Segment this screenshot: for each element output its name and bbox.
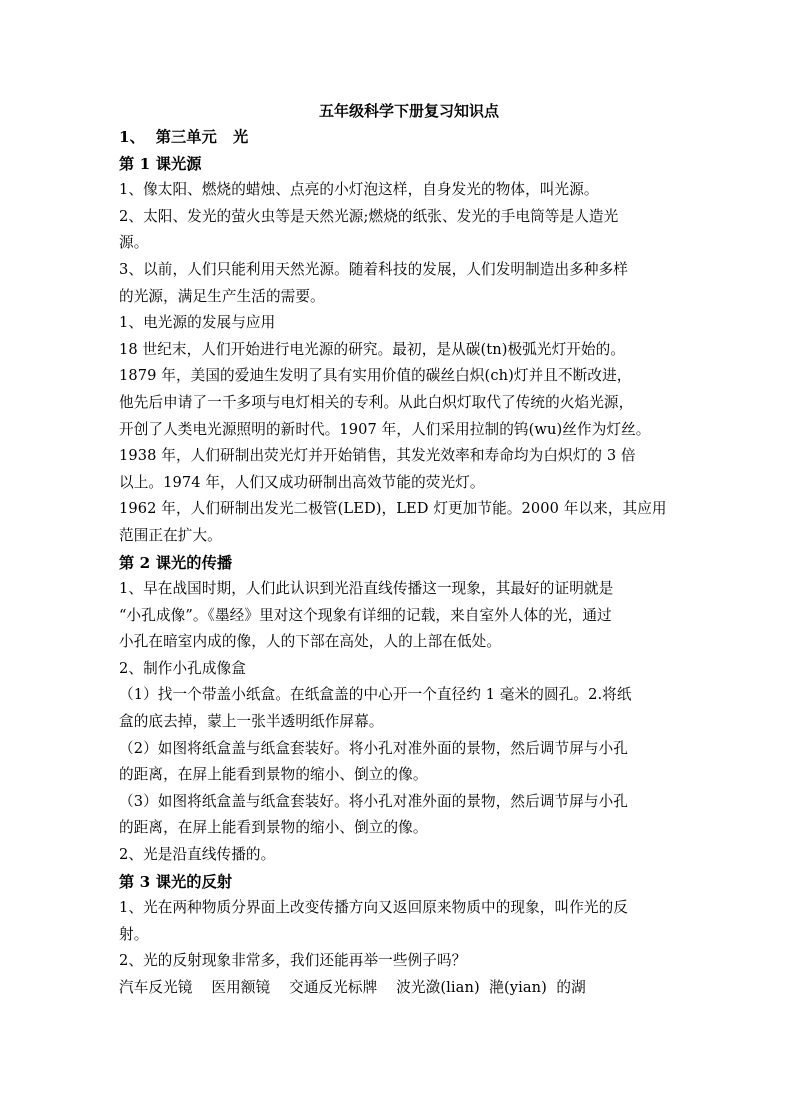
paragraph-line: 的光源，满足生产生活的需要。 [119,287,325,305]
paragraph-line: 开创了人类电光源照明的新时代。1907 年，人们采用拉制的钨(wu)丝作为灯丝。 [119,420,651,438]
paragraph-line: 18 世纪末，人们开始进行电光源的研究。最初，是从碳(tn)极弧光灯开始的。 [119,340,626,358]
paragraph-line: 1、光在两种物质分界面上改变传播方向又返回原来物质中的现象，叫作光的反 [119,899,628,917]
paragraph-line: 1、电光源的发展与应用 [119,314,276,332]
paragraph-line: 1938 年，人们研制出荧光灯并开始销售，其发光效率和寿命均为白炽灯的 3 倍 [119,447,636,465]
document-body [119,98,675,1002]
paragraph-line: 以上。1974 年，人们又成功研制出高效节能的荧光灯。 [119,473,485,491]
paragraph-line: 的距离，在屏上能看到景物的缩小、倒立的像。 [119,766,428,784]
unit-heading: 1、 第三单元 光 [119,128,249,146]
paragraph-line: 2、光是沿直线传播的。 [119,846,276,864]
lesson-2-heading: 第 2 课光的传播 [119,553,233,572]
paragraph-line: 的距离，在屏上能看到景物的缩小、倒立的像。 [119,819,428,837]
paragraph-line: 3、以前，人们只能利用天然光源。随着科技的发展，人们发明制造出多种多样 [119,260,628,278]
paragraph-line: 2、制作小孔成像盒 [119,659,246,677]
lesson-1-heading: 第 1 课光源 [119,154,202,173]
paragraph-line: 1、像太阳、燃烧的蜡烛、点亮的小灯泡这样，自身发光的物体，叫光源。 [119,181,599,199]
paragraph-line: 2、光的反射现象非常多，我们还能再举一些例子吗？ [119,952,467,970]
paragraph-line: 他先后申请了一千多项与电灯相关的专利。从此白炽灯取代了传统的火焰光源， [119,393,634,411]
paragraph-line: （1）找一个带盖小纸盒。在纸盒盖的中心开一个直径约 1 毫米的圆孔。2.将纸 [119,686,632,704]
paragraph-line: 汽车反光镜 医用额镜 交通反光标牌 波光潋(lian) 滟(yian) 的湖 [119,979,586,996]
paragraph-line: 1879 年，美国的爱迪生发明了具有实用价值的碳丝白炽(ch)灯并且不断改进， [119,367,632,385]
paragraph-line: 1962 年，人们研制出发光二极管(LED)，LED 灯更加节能。2000 年以来，其应用 [119,500,667,518]
paragraph-line: 源。 [119,234,149,252]
paragraph-line: 射。 [119,925,149,943]
paragraph-line: 小孔在暗室内成的像，人的下部在高处，人的上部在低处。 [119,633,502,651]
paragraph-line: 1、早在战国时期，人们此认识到光沿直线传播这一现象，其最好的证明就是 [119,580,614,598]
document-title: 五年级科学下册复习知识点 [318,102,499,120]
paragraph-line: 范围正在扩大。 [119,526,222,544]
paragraph-line: （2）如图将纸盒盖与纸盒套装好。将小孔对准外面的景物，然后调节屏与小孔 [119,739,628,757]
lesson-3-heading: 第 3 课光的反射 [119,872,233,891]
paragraph-line: 盒的底去掉，蒙上一张半透明纸作屏幕。 [119,713,384,731]
paragraph-line: 2、太阳、发光的萤火虫等是天然光源;燃烧的纸张、发光的手电筒等是人造光 [119,207,619,225]
paragraph-line: “小孔成像”。《墨经》里对这个现象有详细的记载，来自室外人体的光，通过 [119,606,612,624]
paragraph-line: （3）如图将纸盒盖与纸盒套装好。将小孔对准外面的景物，然后调节屏与小孔 [119,792,628,810]
